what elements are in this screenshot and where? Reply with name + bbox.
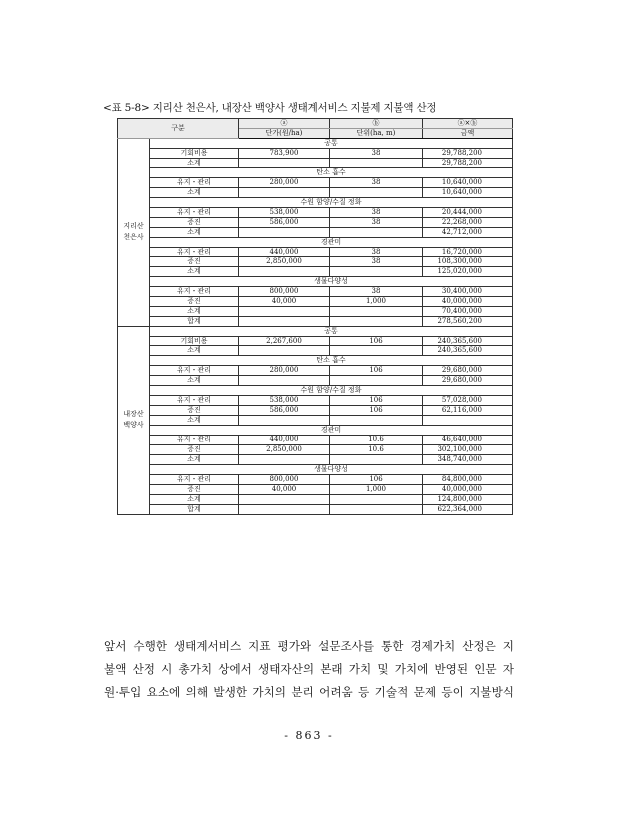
category-label: 탄소 흡수 bbox=[150, 356, 513, 366]
row-unit: 106 bbox=[330, 395, 423, 405]
row-unit-price: 280,000 bbox=[239, 366, 330, 376]
region-name-line: 내장산 bbox=[123, 409, 144, 418]
row-amount: 240,365,600 bbox=[423, 336, 513, 346]
category-row bbox=[118, 198, 513, 208]
category-label: 생물다양성 bbox=[150, 277, 513, 287]
row-item: 소계 bbox=[150, 267, 239, 277]
category-row bbox=[118, 326, 513, 336]
row-item: 기회비용 bbox=[150, 148, 239, 158]
table-row bbox=[118, 376, 513, 386]
row-item: 증진 bbox=[150, 445, 239, 455]
row-unit-price: 586,000 bbox=[239, 405, 330, 415]
row-unit-price bbox=[239, 306, 330, 316]
row-unit: 10.6 bbox=[330, 445, 423, 455]
row-amount: 84,800,000 bbox=[423, 475, 513, 485]
row-unit-price bbox=[239, 346, 330, 356]
body-line: 불액 산정 시 총가치 상에서 생태자산의 본래 가치 및 가치에 반영된 인문 자 bbox=[104, 662, 514, 676]
row-unit-price: 538,000 bbox=[239, 395, 330, 405]
row-unit: 38 bbox=[330, 148, 423, 158]
category-row bbox=[118, 168, 513, 178]
row-amount: 40,000,000 bbox=[423, 484, 513, 494]
row-unit: 106 bbox=[330, 366, 423, 376]
table-row bbox=[118, 227, 513, 237]
table-row bbox=[118, 366, 513, 376]
payment-table bbox=[117, 118, 513, 515]
row-unit: 38 bbox=[330, 247, 423, 257]
row-item: 유지・관리 bbox=[150, 178, 239, 188]
row-unit: 38 bbox=[330, 287, 423, 297]
row-unit-price: 538,000 bbox=[239, 208, 330, 218]
row-amount: 124,800,000 bbox=[423, 494, 513, 504]
header-amount: 금액 bbox=[423, 128, 513, 138]
region-name-line: 지리산 bbox=[123, 222, 144, 231]
row-item: 소계 bbox=[150, 306, 239, 316]
row-item: 소계 bbox=[150, 455, 239, 465]
row-unit: 38 bbox=[330, 208, 423, 218]
row-amount: 42,712,000 bbox=[423, 227, 513, 237]
header-col-b: ⓑ bbox=[330, 119, 423, 129]
row-unit-price bbox=[239, 267, 330, 277]
row-item: 합계 bbox=[150, 316, 239, 326]
row-amount: 278,560,200 bbox=[423, 316, 513, 326]
row-unit: 106 bbox=[330, 336, 423, 346]
row-item: 증진 bbox=[150, 297, 239, 307]
category-row bbox=[118, 277, 513, 287]
category-row bbox=[118, 425, 513, 435]
row-unit bbox=[330, 267, 423, 277]
row-item: 기회비용 bbox=[150, 336, 239, 346]
row-amount: 20,444,000 bbox=[423, 208, 513, 218]
table-row bbox=[118, 267, 513, 277]
row-item: 유지・관리 bbox=[150, 435, 239, 445]
row-amount: 40,000,000 bbox=[423, 297, 513, 307]
row-amount: 70,400,000 bbox=[423, 306, 513, 316]
table-row bbox=[118, 405, 513, 415]
table-row bbox=[118, 188, 513, 198]
table-row bbox=[118, 455, 513, 465]
row-amount: 302,100,000 bbox=[423, 445, 513, 455]
category-label: 경관미 bbox=[150, 237, 513, 247]
row-item: 합계 bbox=[150, 504, 239, 514]
row-item: 소계 bbox=[150, 494, 239, 504]
row-unit: 10.6 bbox=[330, 435, 423, 445]
row-unit: 106 bbox=[330, 405, 423, 415]
table-row bbox=[118, 316, 513, 326]
table-row bbox=[118, 346, 513, 356]
row-amount: 46,640,000 bbox=[423, 435, 513, 445]
row-item: 유지・관리 bbox=[150, 247, 239, 257]
table-row bbox=[118, 257, 513, 267]
row-unit-price: 440,000 bbox=[239, 247, 330, 257]
row-unit bbox=[330, 188, 423, 198]
row-amount: 16,720,000 bbox=[423, 247, 513, 257]
row-unit: 38 bbox=[330, 257, 423, 267]
category-label: 수원 함양/수질 정화 bbox=[150, 198, 513, 208]
row-unit-price: 440,000 bbox=[239, 435, 330, 445]
table-row bbox=[118, 158, 513, 168]
row-amount: 22,268,000 bbox=[423, 217, 513, 227]
row-amount: 29,680,000 bbox=[423, 366, 513, 376]
table-row bbox=[118, 494, 513, 504]
row-amount: 108,300,000 bbox=[423, 257, 513, 267]
row-amount: 29,680,000 bbox=[423, 376, 513, 386]
row-unit-price bbox=[239, 455, 330, 465]
category-label: 수원 함양/수질 정화 bbox=[150, 386, 513, 396]
row-unit-price bbox=[239, 227, 330, 237]
row-unit: 106 bbox=[330, 475, 423, 485]
table-row bbox=[118, 287, 513, 297]
row-amount: 30,400,000 bbox=[423, 287, 513, 297]
row-unit-price: 2,267,600 bbox=[239, 336, 330, 346]
row-unit: 1,000 bbox=[330, 297, 423, 307]
table-row bbox=[118, 306, 513, 316]
table-row bbox=[118, 148, 513, 158]
table-row bbox=[118, 217, 513, 227]
row-unit bbox=[330, 316, 423, 326]
row-amount: 240,365,600 bbox=[423, 346, 513, 356]
row-amount: 125,020,000 bbox=[423, 267, 513, 277]
region-name bbox=[118, 326, 150, 514]
row-item: 소계 bbox=[150, 227, 239, 237]
row-unit-price: 800,000 bbox=[239, 475, 330, 485]
table-row bbox=[118, 484, 513, 494]
row-unit-price: 783,900 bbox=[239, 148, 330, 158]
category-row bbox=[118, 237, 513, 247]
row-unit-price: 586,000 bbox=[239, 217, 330, 227]
row-unit bbox=[330, 158, 423, 168]
table-body bbox=[118, 138, 513, 514]
row-amount: 57,028,000 bbox=[423, 395, 513, 405]
row-item: 유지・관리 bbox=[150, 287, 239, 297]
row-unit bbox=[330, 346, 423, 356]
row-unit-price: 40,000 bbox=[239, 297, 330, 307]
row-item: 증진 bbox=[150, 484, 239, 494]
row-unit-price bbox=[239, 504, 330, 514]
row-unit: 38 bbox=[330, 217, 423, 227]
header-unit: 단위(ha, m) bbox=[330, 128, 423, 138]
table-row bbox=[118, 208, 513, 218]
row-item: 소계 bbox=[150, 415, 239, 425]
row-unit-price bbox=[239, 415, 330, 425]
row-unit-price: 800,000 bbox=[239, 287, 330, 297]
row-amount: 10,640,000 bbox=[423, 178, 513, 188]
category-label: 공통 bbox=[150, 326, 513, 336]
region-name bbox=[118, 138, 150, 326]
table-row bbox=[118, 247, 513, 257]
row-item: 유지・관리 bbox=[150, 395, 239, 405]
row-amount: 62,116,000 bbox=[423, 405, 513, 415]
row-unit-price bbox=[239, 188, 330, 198]
row-amount: 29,788,200 bbox=[423, 158, 513, 168]
row-amount: 10,640,000 bbox=[423, 188, 513, 198]
header-col-ab: ⓐ×ⓑ bbox=[423, 119, 513, 129]
header-group: 구분 bbox=[118, 119, 239, 139]
table-row bbox=[118, 415, 513, 425]
row-unit-price: 2,850,000 bbox=[239, 257, 330, 267]
row-item: 유지・관리 bbox=[150, 475, 239, 485]
category-label: 탄소 흡수 bbox=[150, 168, 513, 178]
row-item: 증진 bbox=[150, 257, 239, 267]
body-paragraph bbox=[104, 635, 514, 704]
table-row bbox=[118, 445, 513, 455]
row-unit bbox=[330, 415, 423, 425]
category-row bbox=[118, 138, 513, 148]
row-unit-price bbox=[239, 158, 330, 168]
region-name-line: 백양사 bbox=[123, 421, 144, 430]
row-item: 유지・관리 bbox=[150, 366, 239, 376]
header-unit-price: 단가(원/ha) bbox=[239, 128, 330, 138]
row-unit bbox=[330, 306, 423, 316]
row-unit: 38 bbox=[330, 178, 423, 188]
row-unit-price: 40,000 bbox=[239, 484, 330, 494]
page-number: - 863 - bbox=[284, 729, 334, 742]
table-row bbox=[118, 435, 513, 445]
row-item: 증진 bbox=[150, 217, 239, 227]
row-unit-price: 2,850,000 bbox=[239, 445, 330, 455]
category-row bbox=[118, 465, 513, 475]
table-caption: <표 5-8> 지리산 천은사, 내장산 백양사 생태계서비스 지불제 지불액 산정 bbox=[103, 102, 437, 114]
row-item: 증진 bbox=[150, 405, 239, 415]
row-item: 유지・관리 bbox=[150, 208, 239, 218]
row-item: 소계 bbox=[150, 188, 239, 198]
category-row bbox=[118, 386, 513, 396]
row-unit-price: 280,000 bbox=[239, 178, 330, 188]
table-row bbox=[118, 475, 513, 485]
row-amount: 348,740,000 bbox=[423, 455, 513, 465]
category-label: 경관미 bbox=[150, 425, 513, 435]
row-amount: 622,364,000 bbox=[423, 504, 513, 514]
table-row bbox=[118, 504, 513, 514]
row-unit-price bbox=[239, 494, 330, 504]
row-item: 소계 bbox=[150, 376, 239, 386]
row-unit-price bbox=[239, 316, 330, 326]
header-col-a: ⓐ bbox=[239, 119, 330, 129]
category-row bbox=[118, 356, 513, 366]
row-unit bbox=[330, 376, 423, 386]
row-item: 소계 bbox=[150, 158, 239, 168]
row-unit-price bbox=[239, 376, 330, 386]
body-line: 앞서 수행한 생태계서비스 지표 평가와 설문조사를 통한 경제가치 산정은 지 bbox=[104, 639, 514, 653]
table-row bbox=[118, 395, 513, 405]
category-label: 공통 bbox=[150, 138, 513, 148]
table-row bbox=[118, 178, 513, 188]
row-unit bbox=[330, 227, 423, 237]
table-row bbox=[118, 297, 513, 307]
body-line: 원·투입 요소에 의해 발생한 가치의 분리 어려움 등 기술적 문제 등이 지불방식 bbox=[104, 685, 514, 699]
table-row bbox=[118, 336, 513, 346]
region-name-line: 천은사 bbox=[123, 233, 144, 242]
row-unit: 1,000 bbox=[330, 484, 423, 494]
row-unit bbox=[330, 494, 423, 504]
row-unit bbox=[330, 504, 423, 514]
category-label: 생물다양성 bbox=[150, 465, 513, 475]
row-amount bbox=[423, 415, 513, 425]
row-amount: 29,788,200 bbox=[423, 148, 513, 158]
row-item: 소계 bbox=[150, 346, 239, 356]
row-unit bbox=[330, 455, 423, 465]
